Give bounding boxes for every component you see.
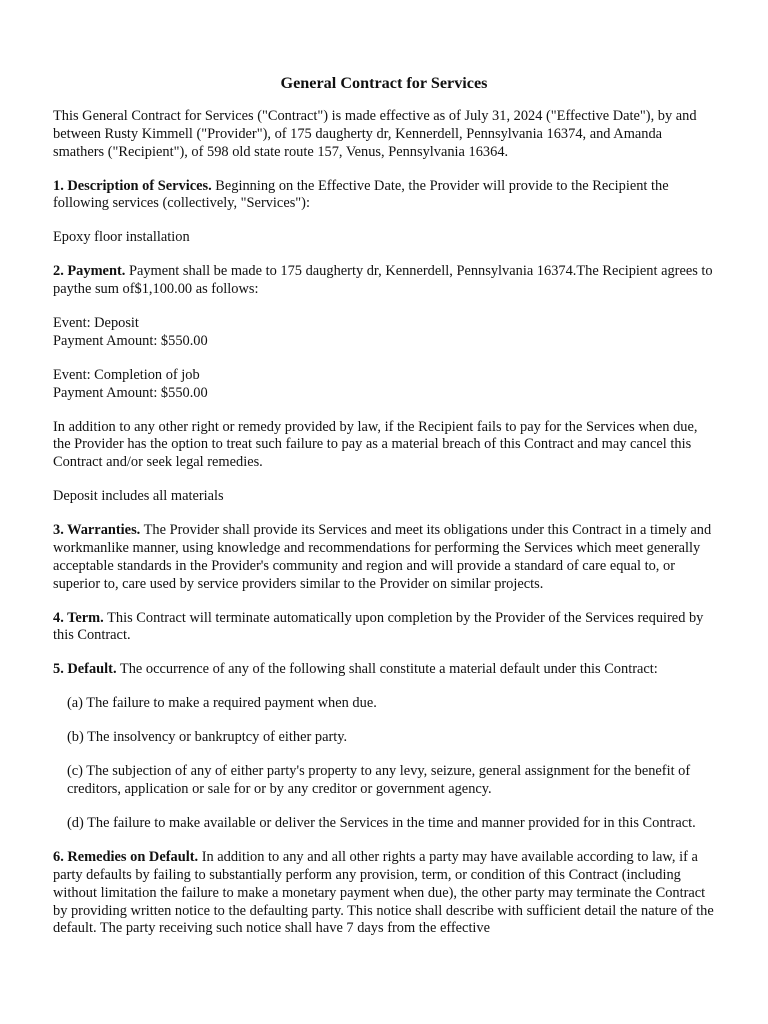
section-remedies-on-default [53, 849, 715, 938]
payment-remedy-paragraph: In addition to any other right or remedy provided by law, if the Recipient fails to pay for the Services when due, the Provider has the option to treat such failure to pay as a material breach of this Contract and may cancel this Contract and/or seek legal remedies. [53, 418, 698, 471]
payment-event-block [53, 315, 715, 351]
payment-event: Event: Completion of job [53, 366, 200, 383]
section-heading: 4. Term. [53, 609, 104, 626]
default-item: (b) The insolvency or bankruptcy of either party. [67, 729, 348, 746]
intro-paragraph: This General Contract for Services ("Contract") is made effective as of July 31, 2024 ("Effective Date"), by and between Rusty Kimmell ("Provider"), of 175 daugherty dr, Kennerdell, Pennsylvania 16374, and Amanda smathers ("Recipient"), of 598 old state route 157, Venus, Pennsylvania 16364. [53, 108, 697, 160]
section-text: Payment shall be made to 175 daugherty dr, Kennerdell, Pennsylvania 16374.The Recipient agrees to paythe sum of$1,100.00 as follows: [53, 263, 713, 298]
default-item: (d) The failure to make available or deliver the Services in the time and manner provided for in this Contract. [67, 815, 696, 832]
document-title: General Contract for Services [280, 74, 488, 92]
section-payment [53, 263, 715, 299]
section-heading: 3. Warranties. [53, 522, 141, 539]
deposit-note: Deposit includes all materials [53, 488, 224, 505]
section-heading: 2. Payment. [53, 263, 126, 280]
default-item: (c) The subjection of any of either party's property to any levy, seizure, general assignment for the benefit of creditors, application or sale for or by any creditor or government agency. [67, 763, 691, 798]
section-heading: 6. Remedies on Default. [53, 849, 199, 866]
section-warranties [53, 522, 715, 593]
contract-document [53, 73, 715, 954]
section-heading: 1. Description of Services. [53, 177, 212, 194]
section-heading: 5. Default. [53, 661, 117, 678]
payment-amount: Payment Amount: $550.00 [53, 332, 208, 349]
section-default [53, 661, 715, 679]
section-term [53, 610, 715, 646]
service-description: Epoxy floor installation [53, 229, 190, 246]
payment-event: Event: Deposit [53, 315, 139, 332]
section-text: Beginning on the Effective Date, the Provider will provide to the Recipient the following services (collectively, "Services"): [53, 177, 669, 212]
default-item: (a) The failure to make a required payment when due. [67, 695, 377, 712]
section-text: The Provider shall provide its Services and meet its obligations under this Contract in a timely and workmanlike manner, using knowledge and recommendations for performing the Services which meet generally acceptable standards in the Provider's community and region and will provide a standard of care equal to, or superior to, care used by service providers similar to the Provider on similar projects. [53, 522, 712, 592]
section-text: This Contract will terminate automatically upon completion by the Provider of the Services required by this Contract. [53, 609, 704, 644]
payment-amount: Payment Amount: $550.00 [53, 384, 208, 401]
payment-event-block [53, 367, 715, 403]
section-text: The occurrence of any of the following shall constitute a material default under this Contract: [116, 661, 658, 678]
section-description-of-services [53, 178, 715, 214]
section-text: In addition to any and all other rights a party may have available according to law, if a party defaults by failing to substantially perform any provision, term, or condition of this Contract (including without limitation the failure to make a monetary payment when due), the other party may terminate the Contract by providing written notice to the defaulting party. This notice shall describe with sufficient detail the nature of the default. The party receiving such notice shall have 7 days from the effective [53, 849, 714, 937]
